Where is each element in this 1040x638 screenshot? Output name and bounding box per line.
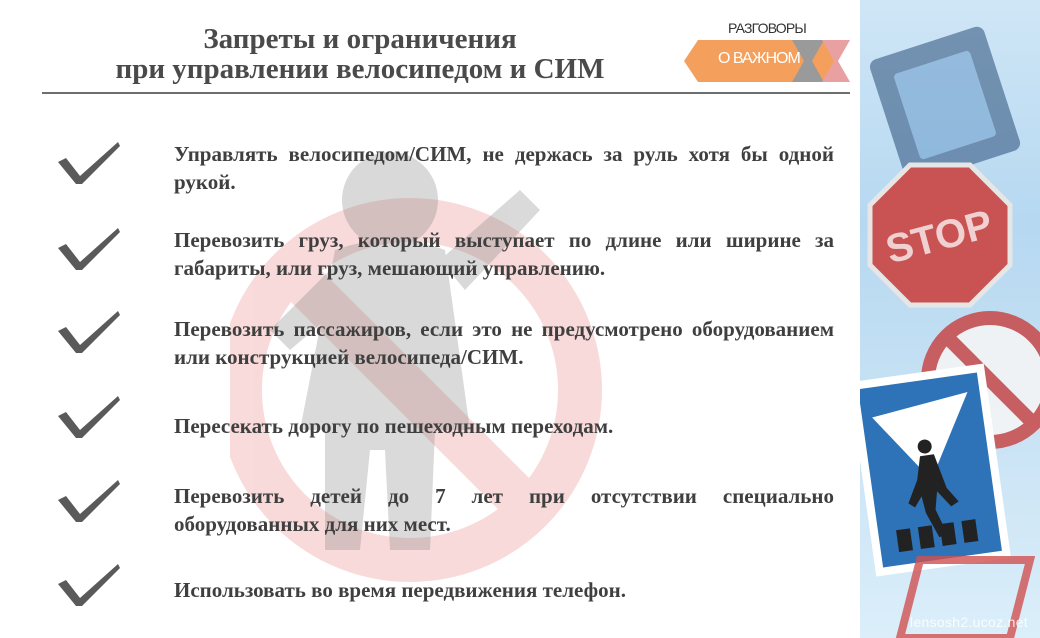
title-line-1: Запреты и ограничения bbox=[203, 23, 517, 55]
logo-top-text: РАЗГОВОРЫ bbox=[728, 20, 807, 36]
checkmark-icon bbox=[56, 309, 122, 355]
side-decoration-panel bbox=[860, 0, 1040, 638]
checkmark-icon bbox=[56, 226, 122, 272]
rule-text: Перевозить пассажиров, если это не предусмотрено оборудованием или конструкцией велосипеда/СИМ. bbox=[174, 317, 834, 369]
checkmark-icon bbox=[56, 478, 122, 524]
rule-text: Перевозить детей до 7 лет при отсутствии специально оборудованных для них мест. bbox=[174, 484, 834, 536]
stop-sign-icon bbox=[870, 165, 1010, 305]
checkmark-icon bbox=[56, 394, 122, 440]
road-signs-illustration bbox=[860, 0, 1040, 638]
rule-text: Использовать во время передвижения телефон. bbox=[174, 578, 626, 602]
logo-bottom-text: О ВАЖНОМ bbox=[718, 50, 800, 67]
title-line-2: при управлении велосипедом и СИМ bbox=[115, 53, 605, 85]
checkmark-icon bbox=[56, 140, 122, 186]
rule-text: Перевозить груз, который выступает по длине или ширине за габариты, или груз, мешающий управлению. bbox=[174, 228, 834, 280]
watermark: lensosh2.ucoz.net bbox=[910, 614, 1028, 630]
svg-text:STOP: STOP bbox=[881, 201, 998, 273]
rule-text: Управлять велосипедом/СИМ, не держась за руль хотя бы одной рукой. bbox=[174, 142, 834, 194]
rule-text: Пересекать дорогу по пешеходным переходам. bbox=[174, 414, 614, 438]
checkmark-icon bbox=[56, 562, 122, 608]
